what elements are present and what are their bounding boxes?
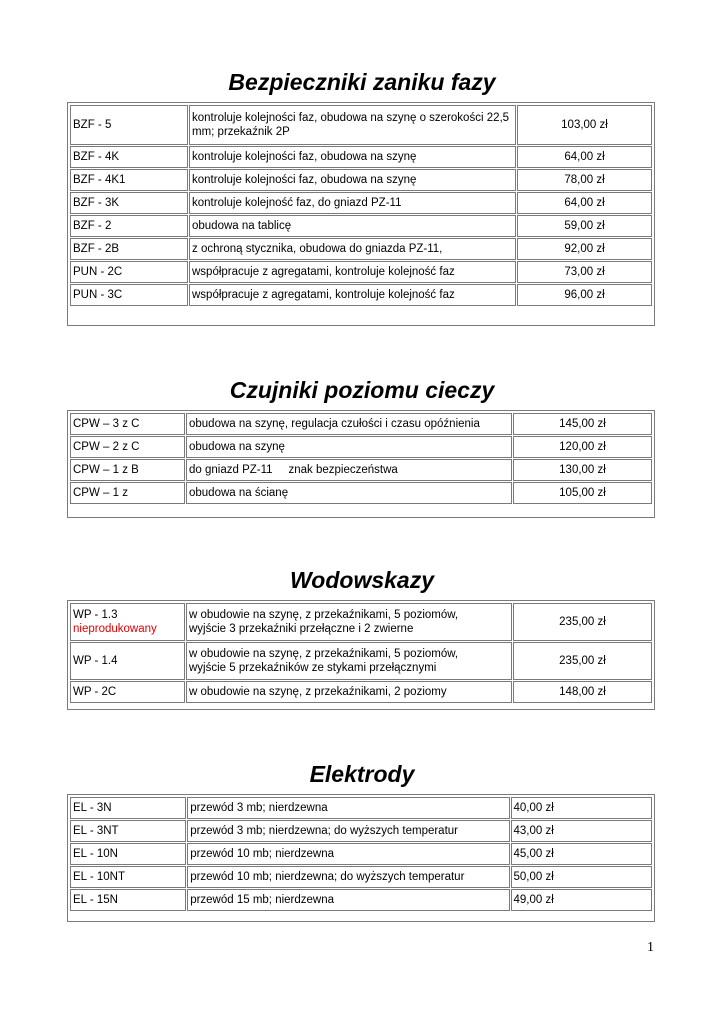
product-description: obudowa na tablicę: [189, 215, 516, 237]
table-row: [70, 820, 652, 842]
table-row: [70, 866, 652, 888]
product-description: przewód 15 mb; nierdzewna: [187, 889, 509, 911]
product-description-line: w obudowie na szynę, z przekaźnikami, 5 poziomów,: [189, 648, 459, 660]
water-gauges-table: [67, 600, 655, 710]
table-row: [70, 284, 652, 306]
product-code: BZF - 2B: [70, 238, 188, 260]
table-row: [70, 797, 652, 819]
product-description: współpracuje z agregatami, kontroluje kolejność faz: [189, 261, 516, 283]
product-code-cell: [70, 603, 185, 641]
liquid-sensors-table: [67, 410, 655, 518]
fuses-table: [67, 102, 655, 326]
product-price: 96,00 zł: [517, 284, 652, 306]
product-code: BZF - 4K: [70, 146, 188, 168]
product-description: obudowa na szynę, regulacja czułości i czasu opóźnienia: [186, 413, 512, 435]
product-description: obudowa na ścianę: [186, 482, 512, 504]
product-code: BZF - 3K: [70, 192, 188, 214]
table-row: [70, 889, 652, 911]
product-price: 78,00 zł: [517, 169, 652, 191]
table-row: [70, 169, 652, 191]
product-description: współpracuje z agregatami, kontroluje kolejność faz: [189, 284, 516, 306]
table-row: [70, 843, 652, 865]
product-description: do gniazd PZ-11 znak bezpieczeństwa: [186, 459, 512, 481]
product-code: EL - 15N: [70, 889, 186, 911]
product-code: CPW – 3 z C: [70, 413, 185, 435]
product-code: CPW – 1 z: [70, 482, 185, 504]
section-title-water-gauges: Wodowskazy: [290, 567, 434, 593]
electrodes-table: [67, 794, 655, 922]
section-title-liquid-sensors: Czujniki poziomu cieczy: [229, 377, 495, 403]
section-title-electrodes: Elektrody: [309, 761, 415, 787]
product-price: 50,00 zł: [511, 866, 652, 888]
product-price: 64,00 zł: [517, 192, 652, 214]
product-description: przewód 3 mb; nierdzewna: [187, 797, 509, 819]
product-code: WP - 1.4: [70, 642, 185, 680]
product-code: CPW – 1 z B: [70, 459, 185, 481]
product-price: 235,00 zł: [513, 642, 652, 680]
product-code: EL - 10NT: [70, 866, 186, 888]
product-description-line: w obudowie na szynę, z przekaźnikami, 5 poziomów,: [189, 609, 459, 621]
table-row: [70, 105, 652, 145]
product-price: 40,00 zł: [511, 797, 652, 819]
product-code: BZF - 5: [70, 105, 188, 145]
table-row: [70, 215, 652, 237]
product-code: PUN - 2C: [70, 261, 188, 283]
product-price: 103,00 zł: [517, 105, 652, 145]
product-price: 145,00 zł: [513, 413, 652, 435]
product-note: nieprodukowany: [73, 623, 157, 635]
product-price: 130,00 zł: [513, 459, 652, 481]
product-code: EL - 10N: [70, 843, 186, 865]
table-row: [70, 436, 652, 458]
product-code: EL - 3NT: [70, 820, 186, 842]
product-description: przewód 10 mb; nierdzewna; do wyższych temperatur: [187, 866, 509, 888]
product-code: BZF - 2: [70, 215, 188, 237]
product-code: WP - 1.3: [73, 609, 118, 621]
product-price: 49,00 zł: [511, 889, 652, 911]
product-description: przewód 10 mb; nierdzewna: [187, 843, 509, 865]
product-description: kontroluje kolejności faz, obudowa na szynę: [189, 146, 516, 168]
product-code: CPW – 2 z C: [70, 436, 185, 458]
table-row: [70, 482, 652, 504]
product-price: 120,00 zł: [513, 436, 652, 458]
product-description: przewód 3 mb; nierdzewna; do wyższych temperatur: [187, 820, 509, 842]
product-price: 105,00 zł: [513, 482, 652, 504]
product-description: kontroluje kolejność faz, do gniazd PZ-11: [189, 192, 516, 214]
product-description-line: wyjście 3 przekaźniki przełączne i 2 zwierne: [189, 623, 414, 635]
table-row: [70, 192, 652, 214]
product-price: 92,00 zł: [517, 238, 652, 260]
table-row: [70, 642, 652, 680]
product-description-cell: [186, 642, 512, 680]
table-row: [70, 238, 652, 260]
table-row: [70, 681, 652, 703]
product-code: PUN - 3C: [70, 284, 188, 306]
table-row: [70, 603, 652, 641]
product-code: BZF - 4K1: [70, 169, 188, 191]
product-price: 73,00 zł: [517, 261, 652, 283]
product-price: 148,00 zł: [513, 681, 652, 703]
table-row: [70, 459, 652, 481]
product-description: w obudowie na szynę, z przekaźnikami, 2 poziomy: [186, 681, 512, 703]
product-price: 64,00 zł: [517, 146, 652, 168]
product-price: 45,00 zł: [511, 843, 652, 865]
product-description: kontroluje kolejności faz, obudowa na szynę o szerokości 22,5 mm; przekaźnik 2P: [189, 105, 516, 145]
product-description: obudowa na szynę: [186, 436, 512, 458]
product-description: z ochroną stycznika, obudowa do gniazda PZ-11,: [189, 238, 516, 260]
table-row: [70, 146, 652, 168]
product-code: WP - 2C: [70, 681, 185, 703]
table-row: [70, 261, 652, 283]
product-price: 59,00 zł: [517, 215, 652, 237]
product-price: 43,00 zł: [511, 820, 652, 842]
table-row: [70, 413, 652, 435]
product-price: 235,00 zł: [513, 603, 652, 641]
product-description-cell: [186, 603, 512, 641]
section-title-fuses: Bezpieczniki zaniku fazy: [228, 69, 496, 95]
product-description-line: wyjście 5 przekaźników ze stykami przełącznymi: [189, 662, 437, 674]
product-code: EL - 3N: [70, 797, 186, 819]
page-number: 1: [647, 940, 654, 955]
product-description: kontroluje kolejności faz, obudowa na szynę: [189, 169, 516, 191]
